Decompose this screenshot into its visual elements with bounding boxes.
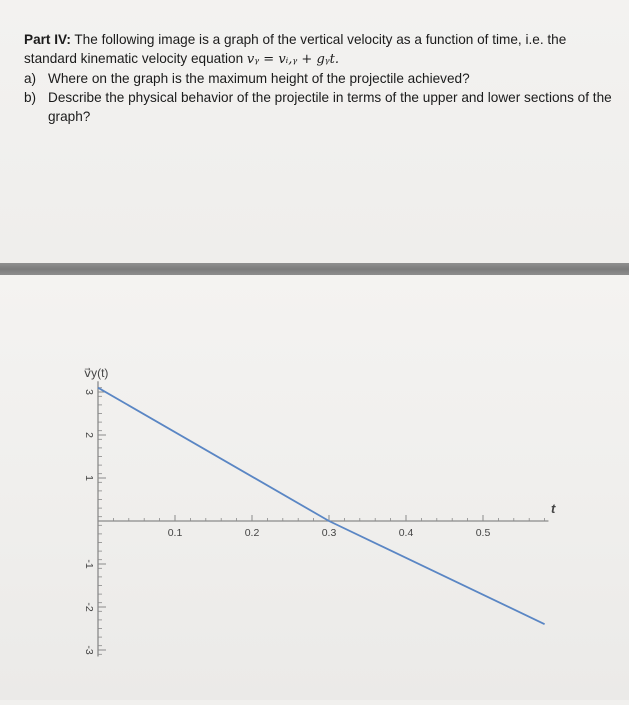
item-b-text: Describe the physical behavior of the projectile in terms of the upper and lower sections of the graph? (48, 90, 612, 124)
item-a-text: Where on the graph is the maximum height of the projectile achieved? (48, 71, 470, 86)
section-divider (0, 263, 629, 275)
x-tick-label: 0.2 (244, 527, 260, 539)
y-tick-label: 2 (83, 432, 96, 438)
x-tick-label: 0.3 (321, 527, 337, 539)
x-tick-label: 0.5 (475, 527, 491, 539)
y-tick-label: -3 (83, 645, 96, 655)
x-axis-label: t (551, 501, 556, 516)
y-tick-label: 1 (83, 475, 96, 481)
y-tick-label: 3 (83, 389, 96, 395)
velocity-equation: vᵧ = vᵢ,ᵧ + gᵧt. (246, 52, 340, 67)
question-item-b (24, 88, 614, 126)
question-item-a (24, 69, 614, 88)
velocity-graph-panel (0, 275, 629, 700)
item-a-marker: a) (24, 71, 37, 86)
part-label: Part IV: (24, 32, 71, 47)
y-tick-label: -2 (83, 602, 96, 612)
y-axis-label: v⃗y(t) (84, 366, 109, 380)
question-block (24, 30, 614, 126)
question-intro (24, 30, 614, 69)
x-tick-label: 0.1 (167, 527, 183, 539)
question-intro-text: The following image is a graph of the vertical velocity as a function of time, i.e. the standard kinematic velocity equation (24, 32, 567, 66)
x-tick-label: 0.4 (398, 527, 414, 539)
velocity-line (98, 388, 545, 625)
velocity-time-chart (0, 275, 629, 700)
item-b-marker: b) (24, 90, 37, 105)
y-tick-label: -1 (83, 559, 96, 569)
